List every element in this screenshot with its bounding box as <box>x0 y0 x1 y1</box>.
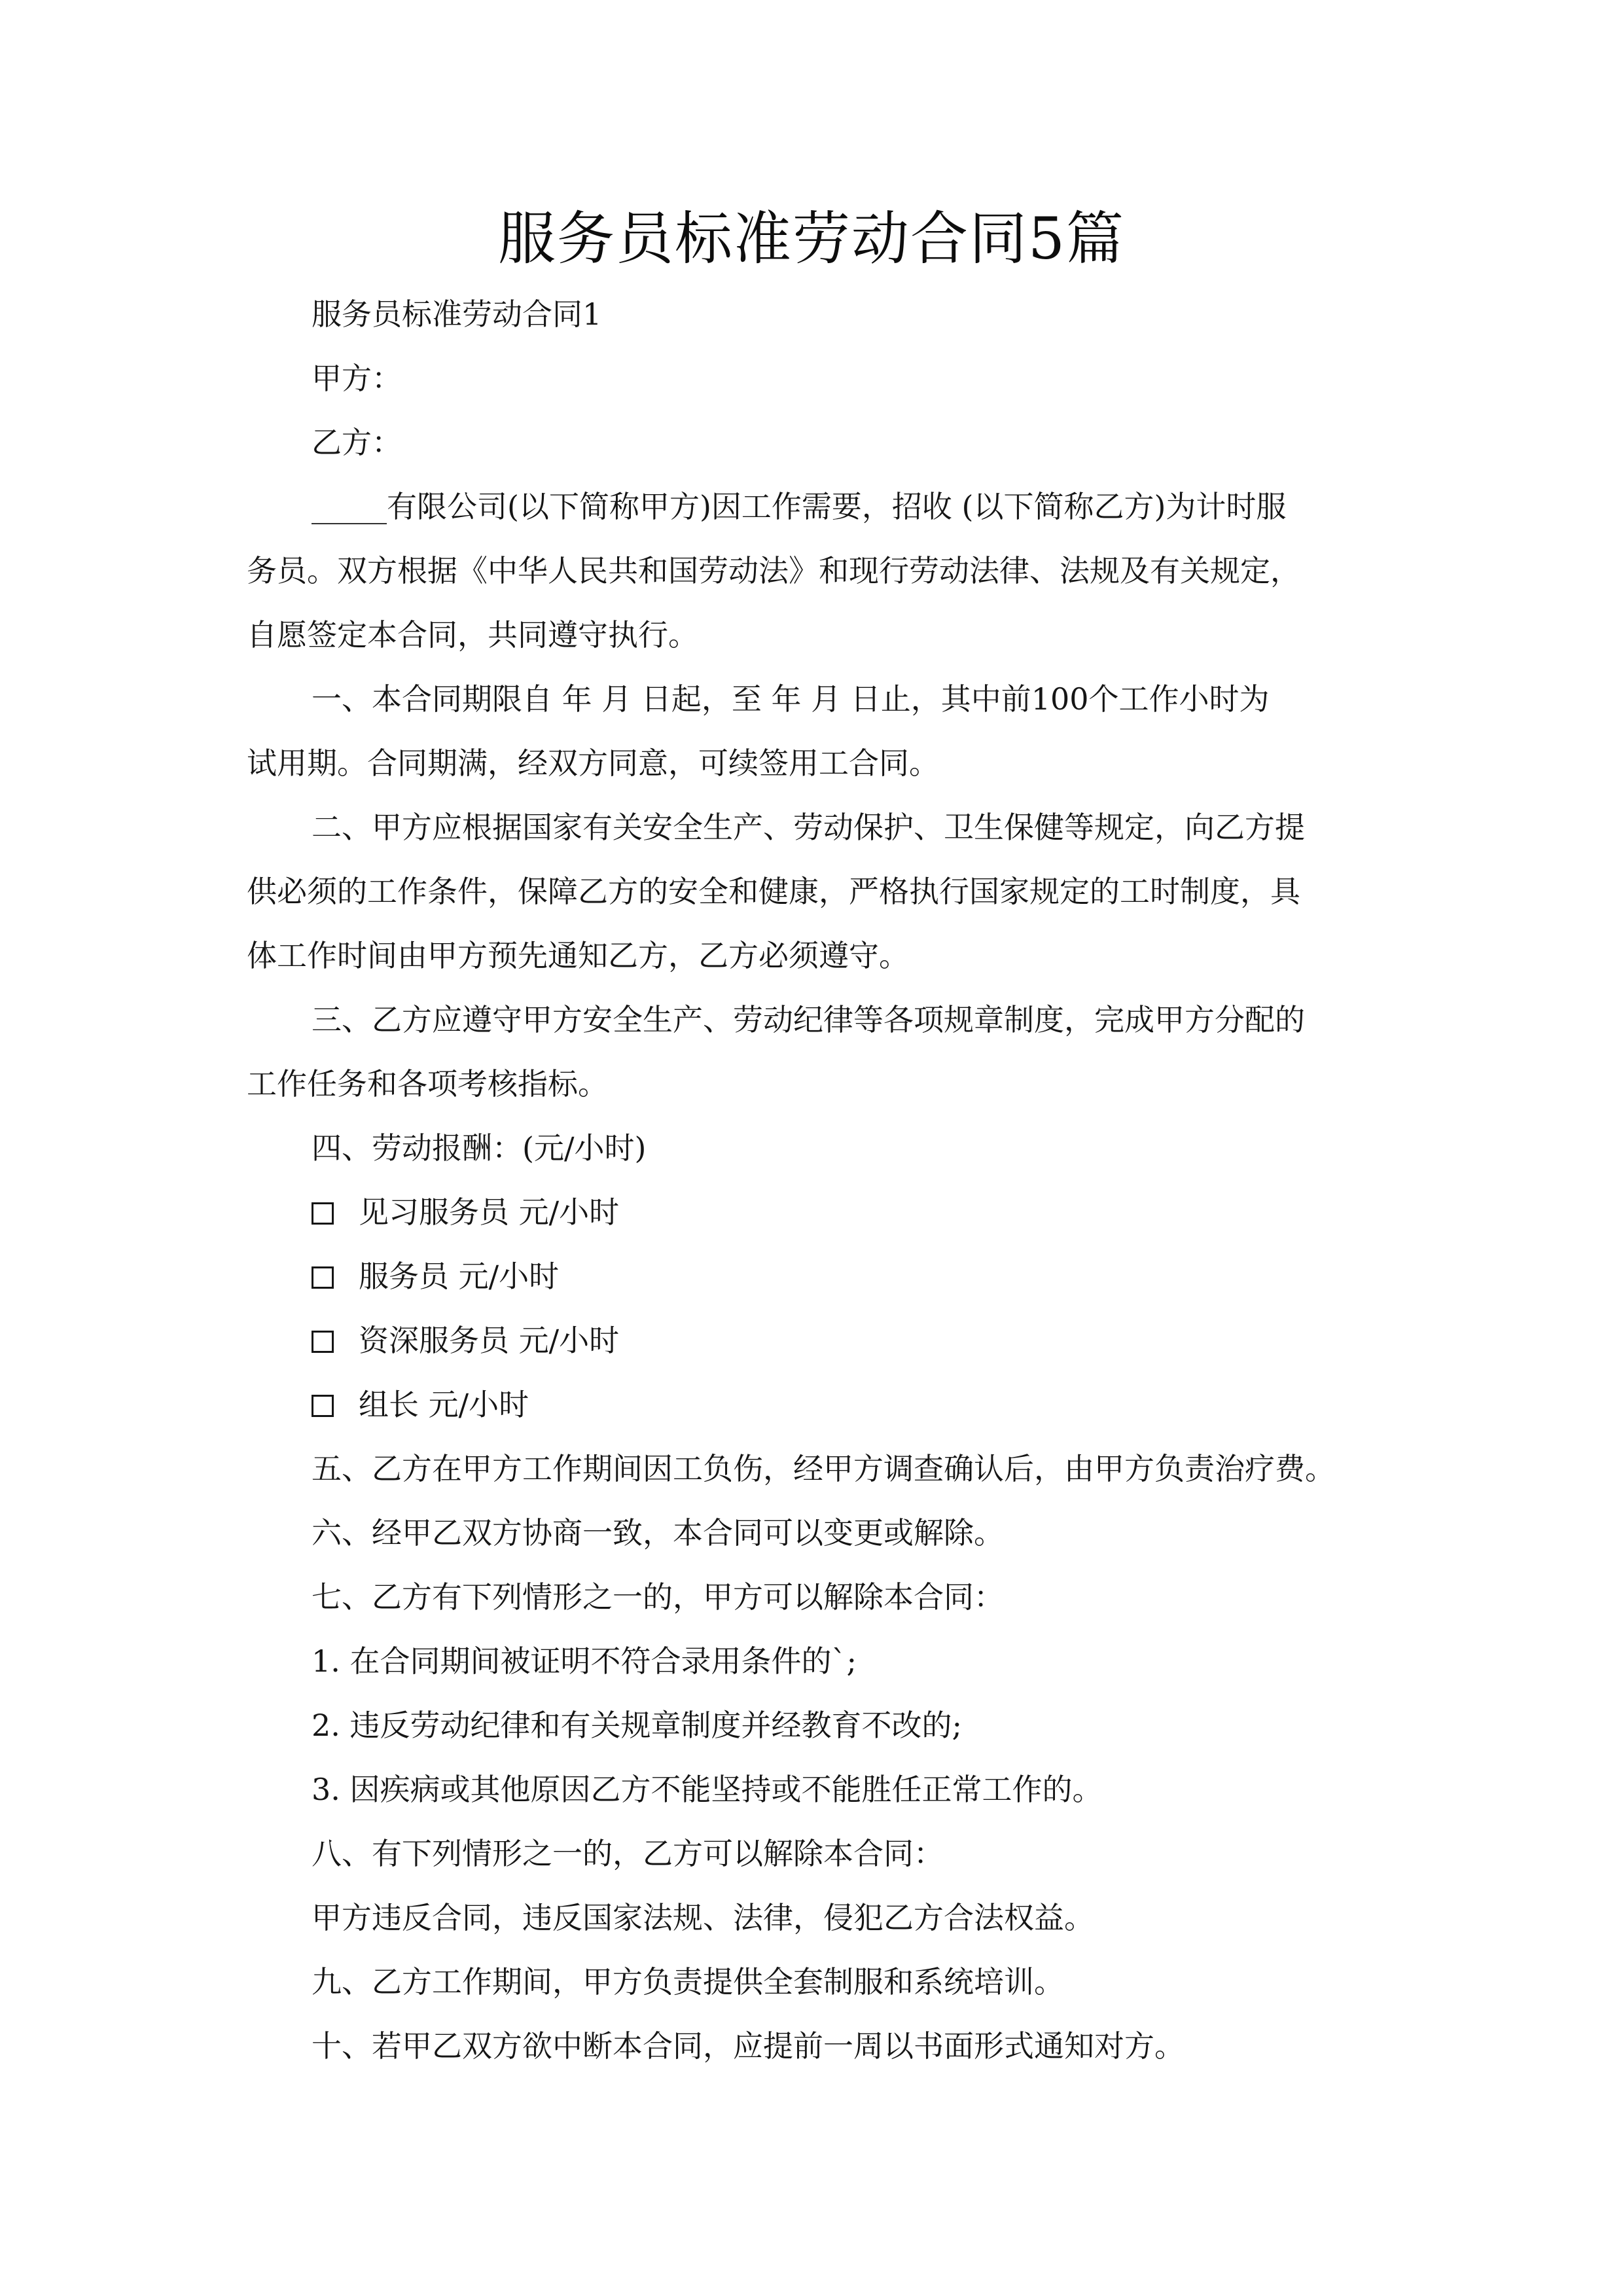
intro-line: _____有限公司(以下简称甲方)因工作需要，招收 (以下简称乙方)为计时服 <box>312 489 1287 524</box>
clause-7-item: 2. 违反劳动纪律和有关规章制度并经教育不改的; <box>312 1708 963 1743</box>
pay-option-label: 见习服务员 元/小时 <box>359 1194 620 1230</box>
clause-7-item: 1. 在合同期间被证明不符合录用条件的`; <box>312 1643 857 1679</box>
clause-3-line: 工作任务和各项考核指标。 <box>247 1066 608 1102</box>
checkbox-icon <box>312 1266 334 1289</box>
clause-8: 八、有下列情形之一的，乙方可以解除本合同： <box>312 1836 944 1871</box>
clause-4-heading: 四、劳动报酬：(元/小时) <box>312 1130 647 1166</box>
party-b-label: 乙方： <box>312 425 402 460</box>
clause-9: 九、乙方工作期间，甲方负责提供全套制服和系统培训。 <box>312 1964 1064 2000</box>
clause-8-item: 甲方违反合同，违反国家法规、法律，侵犯乙方合法权益。 <box>312 1900 1094 1935</box>
clause-5: 五、乙方在甲方工作期间因工负伤，经甲方调查确认后，由甲方负责治疗费。 <box>312 1451 1335 1486</box>
pay-option <box>312 1385 529 1424</box>
checkbox-icon <box>312 1395 334 1417</box>
clause-1-line: 一、本合同期限自 年 月 日起，至 年 月 日止，其中前100个工作小时为 <box>312 681 1270 717</box>
checkbox-icon <box>312 1202 334 1225</box>
pay-option-label: 服务员 元/小时 <box>359 1259 560 1294</box>
pay-option <box>312 1321 619 1360</box>
clause-2-line: 体工作时间由甲方预先通知乙方，乙方必须遵守。 <box>247 938 909 973</box>
contract-subtitle: 服务员标准劳动合同1 <box>312 296 602 332</box>
intro-line: 自愿签定本合同，共同遵守执行。 <box>247 617 698 653</box>
party-a-label: 甲方： <box>312 361 402 396</box>
clause-2-line: 供必须的工作条件，保障乙方的安全和健康，严格执行国家规定的工时制度，具 <box>247 874 1300 909</box>
clause-2-line: 二、甲方应根据国家有关安全生产、劳动保护、卫生保健等规定，向乙方提 <box>312 810 1305 845</box>
pay-option <box>312 1257 559 1296</box>
clause-7-item: 3. 因疾病或其他原因乙方不能坚持或不能胜任正常工作的。 <box>312 1772 1103 1807</box>
clause-3-line: 三、乙方应遵守甲方安全生产、劳动纪律等各项规章制度，完成甲方分配的 <box>312 1002 1305 1037</box>
checkbox-icon <box>312 1331 334 1353</box>
pay-option <box>312 1193 619 1232</box>
clause-1-line: 试用期。合同期满，经双方同意，可续签用工合同。 <box>247 745 939 781</box>
clause-6: 六、经甲乙双方协商一致，本合同可以变更或解除。 <box>312 1515 1004 1551</box>
pay-option-label: 组长 元/小时 <box>359 1387 529 1422</box>
clause-10: 十、若甲乙双方欲中断本合同，应提前一周以书面形式通知对方。 <box>312 2028 1185 2064</box>
intro-line: 务员。双方根据《中华人民共和国劳动法》和现行劳动法律、法规及有关规定， <box>247 553 1300 588</box>
clause-7: 七、乙方有下列情形之一的，甲方可以解除本合同： <box>312 1579 1004 1615</box>
page-title: 服务员标准劳动合同5篇 <box>498 205 1125 272</box>
pay-option-label: 资深服务员 元/小时 <box>359 1323 620 1358</box>
